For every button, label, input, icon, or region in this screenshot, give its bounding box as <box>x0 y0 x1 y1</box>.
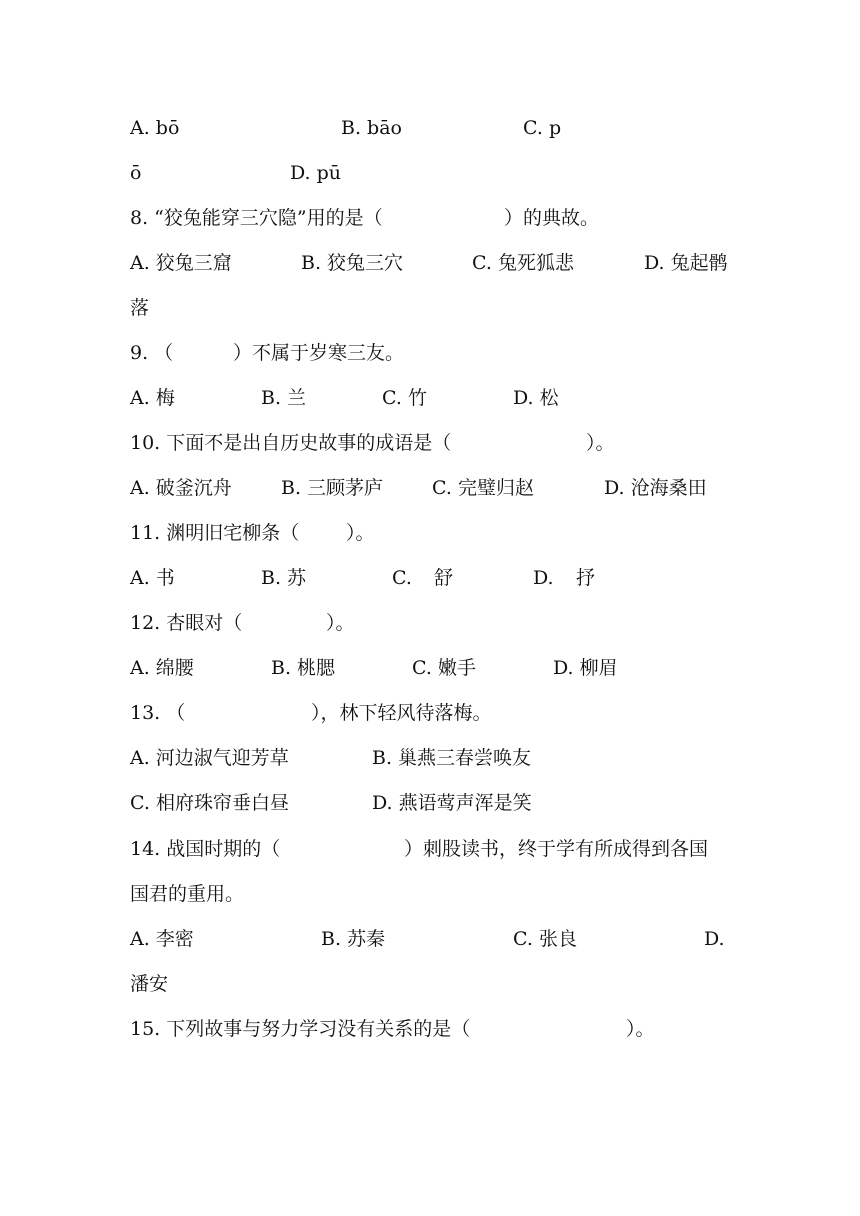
question-14-stem-end: ）刺股读书，终于学有所成得到各国 <box>404 838 709 860</box>
question-13-stem-end: ），林下轻风待落梅。 <box>311 702 492 724</box>
q7-option-b: B. bāo <box>341 117 402 139</box>
q14-options-line-2 <box>0 970 860 998</box>
q8-option-c: C. 兔死狐悲 <box>472 252 574 274</box>
q12-options <box>0 654 860 682</box>
q14-option-c: C. 张良 <box>513 928 577 950</box>
q11-option-d-text: 抒 <box>576 567 596 589</box>
q8-options-line-1 <box>0 249 860 277</box>
question-9 <box>0 339 860 367</box>
question-15 <box>0 1015 860 1043</box>
q13-options-line-1 <box>0 744 860 772</box>
question-13-stem: 13. （ <box>130 702 186 724</box>
q11-option-b: B. 苏 <box>261 567 307 589</box>
question-12-stem: 12. 杏眼对（ <box>130 612 243 634</box>
q13-options-line-2 <box>0 789 860 817</box>
q13-option-d: D. 燕语莺声浑是笑 <box>372 792 532 814</box>
q14-options-line-1 <box>0 925 860 953</box>
question-10 <box>0 429 860 457</box>
question-8-stem: 8. “狡兔能穿三穴隐”用的是（ <box>130 207 383 229</box>
q10-option-a: A. 破釜沉舟 <box>130 477 232 499</box>
q8-options-line-2 <box>0 294 860 322</box>
question-12-stem-end: ）。 <box>326 612 355 634</box>
question-11-stem-end: ）。 <box>346 522 375 544</box>
q11-options <box>0 564 860 592</box>
question-8 <box>0 204 860 232</box>
question-13 <box>0 699 860 727</box>
question-14-cont <box>0 880 860 908</box>
q14-option-a: A. 李密 <box>130 928 194 950</box>
question-10-stem-end: ）。 <box>586 432 615 454</box>
q9-options <box>0 384 860 412</box>
question-12 <box>0 609 860 637</box>
q8-option-d: D. 兔起鹘 <box>644 252 728 274</box>
q8-option-a: A. 狡兔三窟 <box>130 252 232 274</box>
q7-option-c-cont: ō <box>130 162 142 184</box>
q13-option-c: C. 相府珠帘垂白昼 <box>130 792 289 814</box>
question-11 <box>0 519 860 547</box>
q7-option-c: C. p <box>523 117 562 139</box>
q9-option-b: B. 兰 <box>261 387 307 409</box>
q10-options <box>0 474 860 502</box>
q12-option-b: B. 桃腮 <box>271 657 336 679</box>
q14-option-d-text: 潘安 <box>130 973 169 995</box>
q7-option-d: D. pū <box>290 162 342 184</box>
question-8-stem-end: ）的典故。 <box>504 207 600 229</box>
question-9-stem-end: ）不属于岁寒三友。 <box>233 342 405 364</box>
q13-option-b: B. 巢燕三春尝唤友 <box>372 747 532 769</box>
question-15-stem-end: ）。 <box>626 1018 655 1040</box>
q11-option-c-text: 舒 <box>434 567 454 589</box>
q8-option-d-cont: 落 <box>130 297 150 319</box>
question-14-stem-cont: 国君的重用。 <box>130 883 245 905</box>
q11-option-a: A. 书 <box>130 567 175 589</box>
question-14 <box>0 835 860 863</box>
q7-options-line-2 <box>0 159 860 187</box>
q9-option-d: D. 松 <box>513 387 559 409</box>
q14-option-b: B. 苏秦 <box>321 928 386 950</box>
q13-option-a: A. 河边淑气迎芳草 <box>130 747 289 769</box>
question-9-stem: 9. （ <box>130 342 174 364</box>
q11-option-d-letter: D. <box>533 567 554 589</box>
q11-option-c-letter: C. <box>392 567 412 589</box>
question-15-stem: 15. 下列故事与努力学习没有关系的是（ <box>130 1018 471 1040</box>
q9-option-a: A. 梅 <box>130 387 175 409</box>
q7-option-a: A. bō <box>130 117 180 139</box>
q12-option-d: D. 柳眉 <box>553 657 618 679</box>
q12-option-a: A. 绵腰 <box>130 657 194 679</box>
question-14-stem: 14. 战国时期的（ <box>130 838 281 860</box>
q10-option-b: B. 三顾茅庐 <box>281 477 384 499</box>
question-10-stem: 10. 下面不是出自历史故事的成语是（ <box>130 432 452 454</box>
q9-option-c: C. 竹 <box>382 387 427 409</box>
q8-option-b: B. 狡兔三穴 <box>301 252 404 274</box>
q7-options-line-1 <box>0 114 860 142</box>
q14-option-d-letter: D. <box>704 928 725 950</box>
q12-option-c: C. 嫩手 <box>412 657 476 679</box>
q10-option-d: D. 沧海桑田 <box>604 477 707 499</box>
q10-option-c: C. 完璧归赵 <box>432 477 534 499</box>
question-11-stem: 11. 渊明旧宅柳条（ <box>130 522 300 544</box>
